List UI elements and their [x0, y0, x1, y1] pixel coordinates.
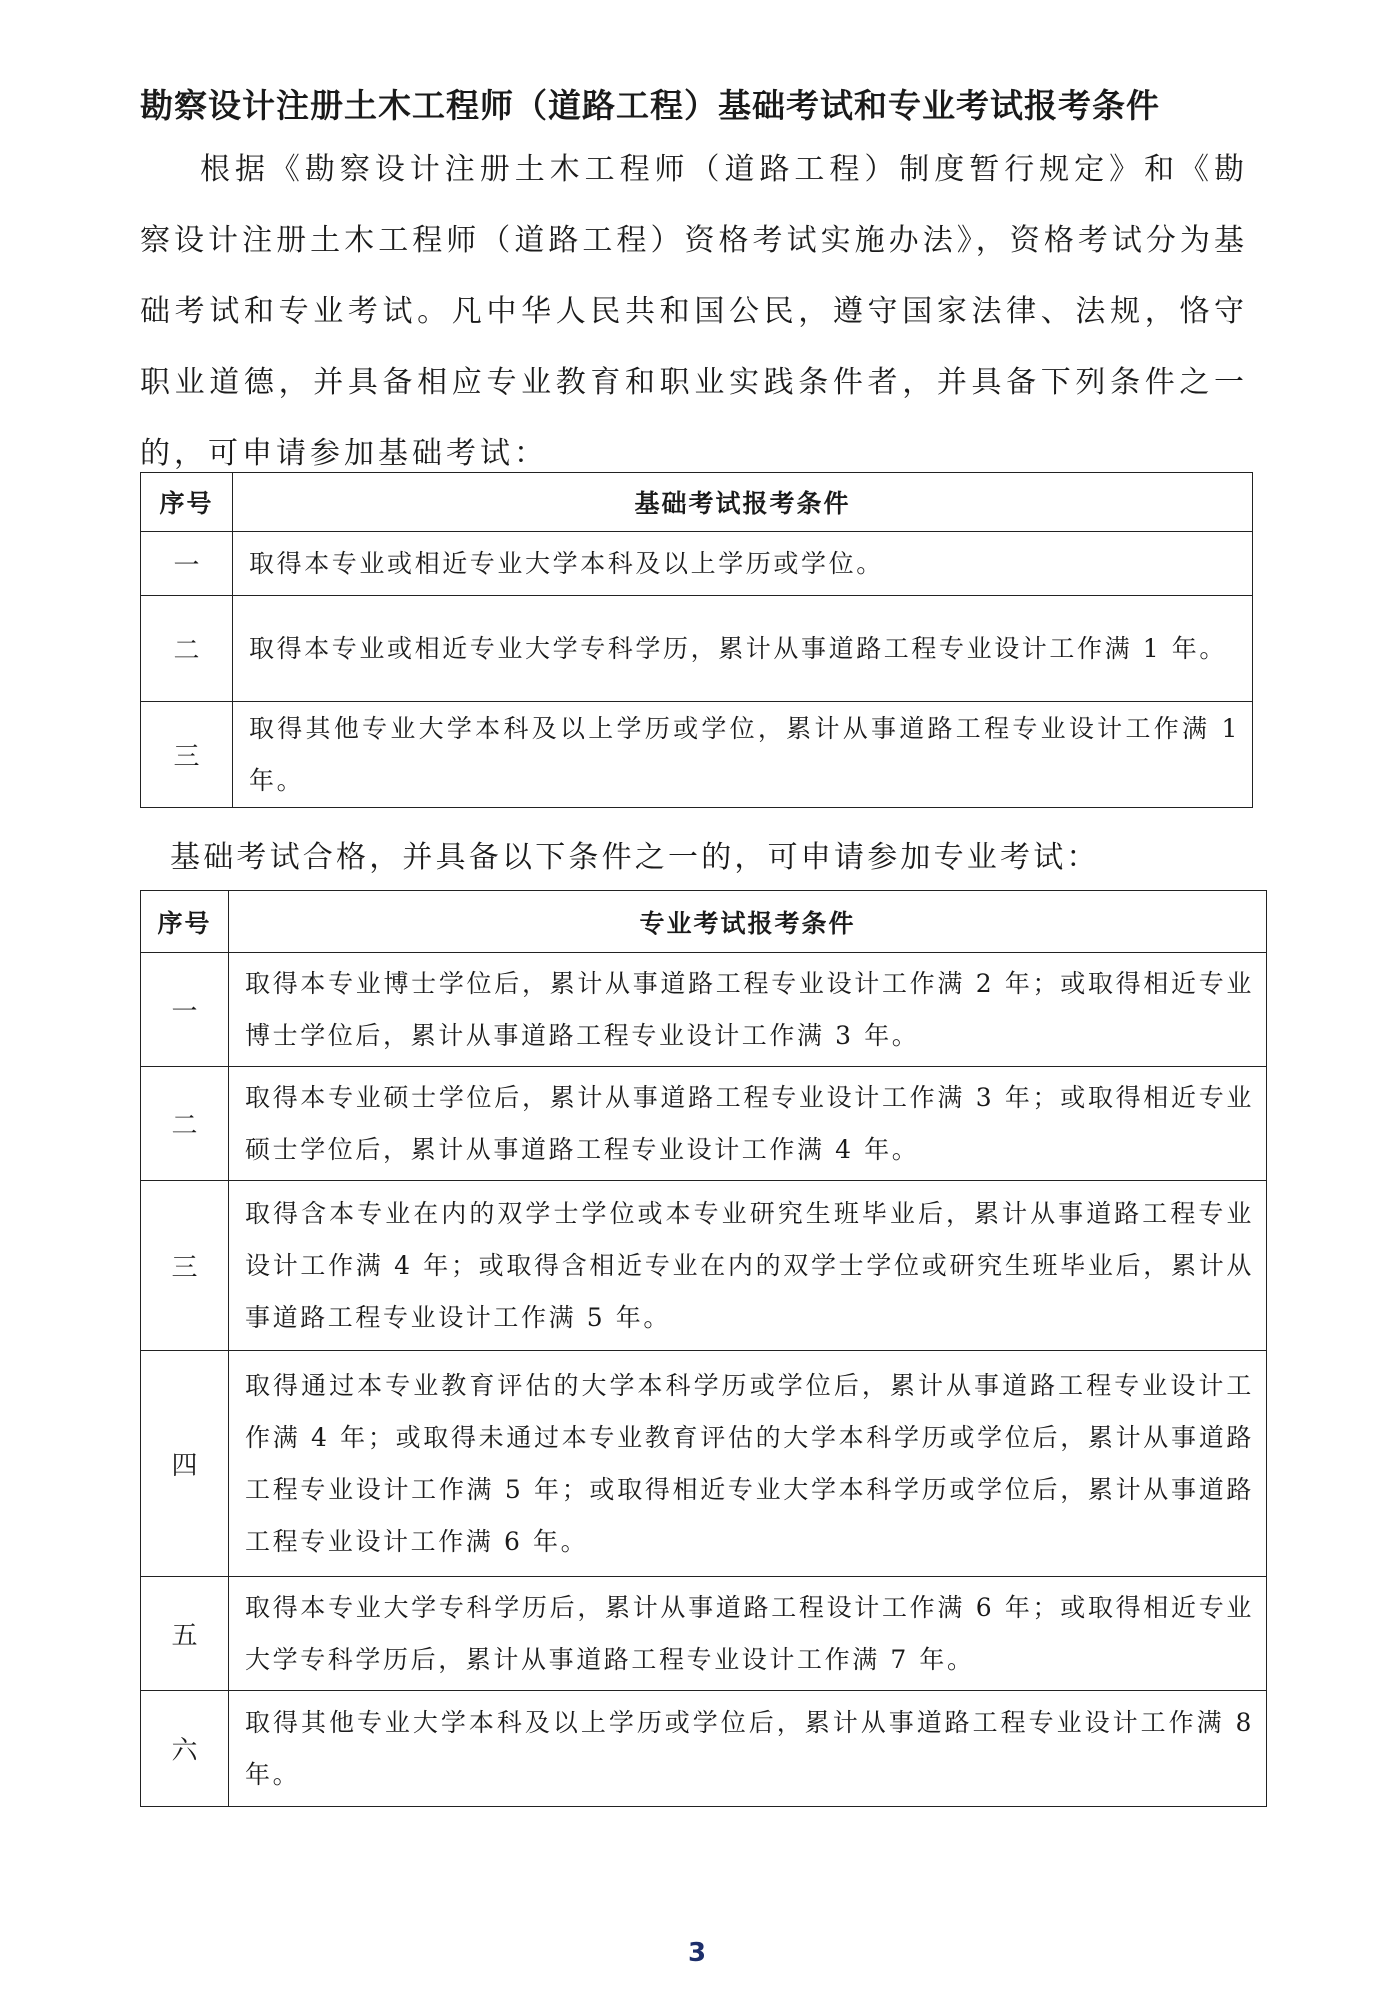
- row-number: 三: [141, 702, 233, 808]
- page-number: 3: [687, 1938, 707, 1968]
- table-row: [141, 1691, 1267, 1807]
- basic-exam-requirements-table: [140, 472, 1253, 808]
- column-header-condition: 专业考试报考条件: [229, 891, 1267, 953]
- row-condition: 取得本专业或相近专业大学专科学历，累计从事道路工程专业设计工作满 1 年。: [233, 596, 1253, 702]
- row-condition: 取得本专业硕士学位后，累计从事道路工程专业设计工作满 3 年；或取得相近专业硕士学位后，累计从事道路工程专业设计工作满 4 年。: [229, 1067, 1267, 1181]
- table-header-row: [141, 473, 1253, 532]
- row-number: 三: [141, 1181, 229, 1351]
- row-number: 五: [141, 1577, 229, 1691]
- row-condition: 取得通过本专业教育评估的大学本科学历或学位后，累计从事道路工程专业设计工作满 4 年；或取得未通过本专业教育评估的大学本科学历或学位后，累计从事道路工程专业设计工作满 5 年；或取得相近专业大学本科学历或学位后，累计从事道路工程专业设计工作满 6 年。: [229, 1351, 1267, 1577]
- column-header-number: 序号: [141, 891, 229, 953]
- table-row: [141, 1181, 1267, 1351]
- row-number: 二: [141, 596, 233, 702]
- row-condition: 取得本专业博士学位后，累计从事道路工程专业设计工作满 2 年；或取得相近专业博士学位后，累计从事道路工程专业设计工作满 3 年。: [229, 953, 1267, 1067]
- row-number: 一: [141, 532, 233, 596]
- table-row: [141, 1577, 1267, 1691]
- table-row: [141, 532, 1253, 596]
- table-row: [141, 596, 1253, 702]
- row-condition: 取得其他专业大学本科及以上学历或学位后，累计从事道路工程专业设计工作满 8 年。: [229, 1691, 1267, 1807]
- row-condition: 取得含本专业在内的双学士学位或本专业研究生班毕业后，累计从事道路工程专业设计工作满 4 年；或取得含相近专业在内的双学士学位或研究生班毕业后，累计从事道路工程专业设计工作满 5 年。: [229, 1181, 1267, 1351]
- row-condition: 取得其他专业大学本科及以上学历或学位，累计从事道路工程专业设计工作满 1 年。: [233, 702, 1253, 808]
- professional-exam-intro: 基础考试合格，并具备以下条件之一的，可申请参加专业考试：: [170, 840, 1100, 875]
- intro-paragraph: [140, 134, 1248, 489]
- row-number: 二: [141, 1067, 229, 1181]
- table-row: [141, 1351, 1267, 1577]
- intro-text: 根据《勘察设计注册土木工程师（道路工程）制度暂行规定》和《勘察设计注册土木工程师（道路工程）资格考试实施办法》，资格考试分为基础考试和专业考试。凡中华人民共和国公民，遵守国家法律、法规，恪守职业道德，并具备相应专业教育和职业实践条件者，并具备下列条件之一的，可申请参加基础考试：: [140, 152, 1248, 471]
- table-header-row: [141, 891, 1267, 953]
- column-header-number: 序号: [141, 473, 233, 532]
- row-number: 六: [141, 1691, 229, 1807]
- table-row: [141, 953, 1267, 1067]
- professional-exam-requirements-table: [140, 890, 1267, 1807]
- row-condition: 取得本专业或相近专业大学本科及以上学历或学位。: [233, 532, 1253, 596]
- column-header-condition: 基础考试报考条件: [233, 473, 1253, 532]
- row-condition: 取得本专业大学专科学历后，累计从事道路工程设计工作满 6 年；或取得相近专业大学专科学历后，累计从事道路工程专业设计工作满 7 年。: [229, 1577, 1267, 1691]
- document-title: 勘察设计注册土木工程师（道路工程）基础考试和专业考试报考条件: [140, 86, 1160, 125]
- row-number: 四: [141, 1351, 229, 1577]
- table-row: [141, 1067, 1267, 1181]
- table-row: [141, 702, 1253, 808]
- row-number: 一: [141, 953, 229, 1067]
